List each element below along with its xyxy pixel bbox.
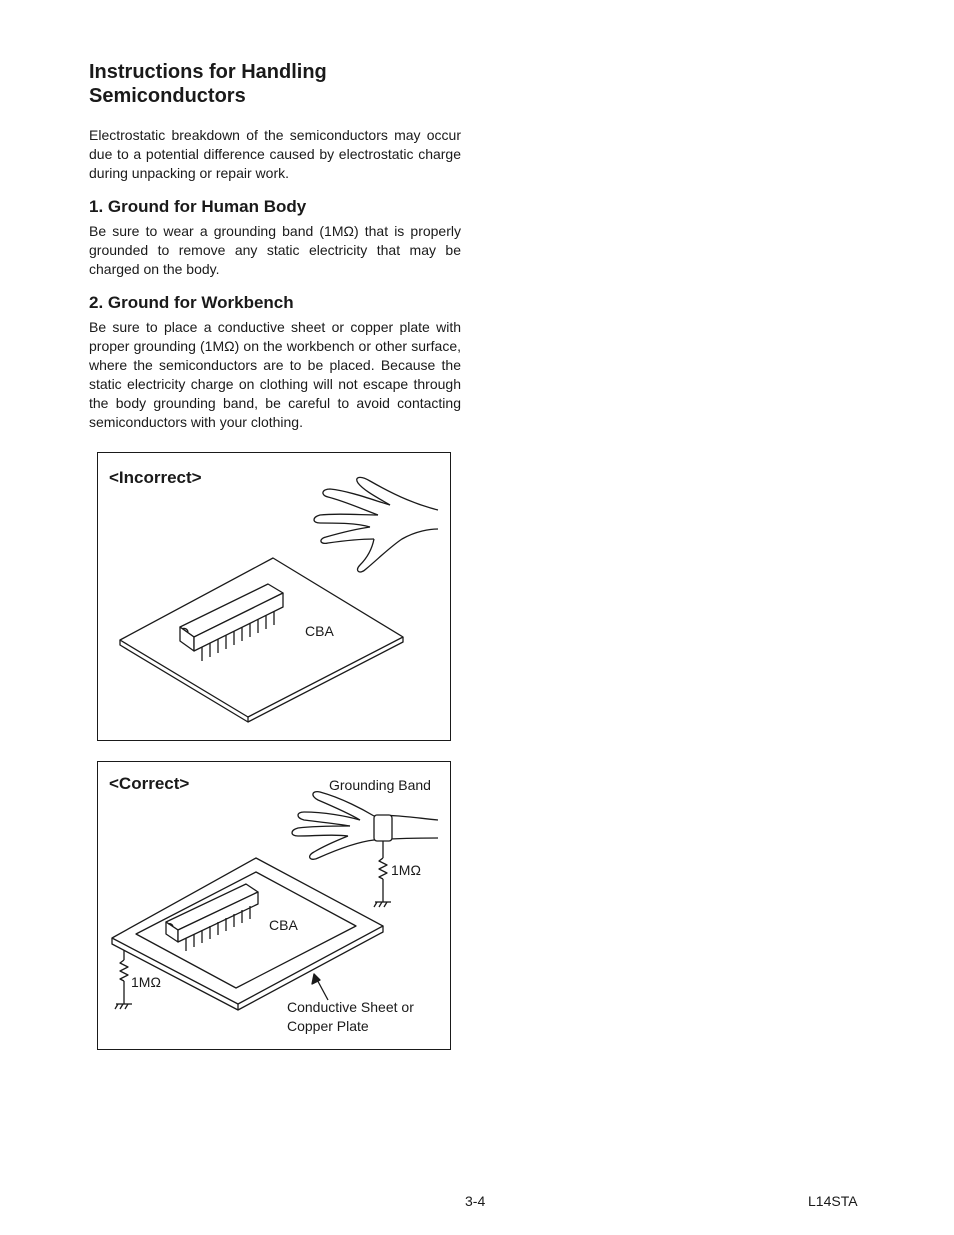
section-body-workbench: Be sure to place a conductive sheet or copper plate with proper grounding (1MΩ) on the workbench or other surface, where the semiconductors are to be placed. Because the static electricity charge on clothing will not escape through the body grounding band, be careful to avoid contacting semiconductors with your clothing. xyxy=(89,319,461,430)
section-heading-workbench: 2. Ground for Workbench xyxy=(89,293,294,312)
incorrect-illustration xyxy=(98,453,452,742)
incorrect-figure xyxy=(97,452,451,741)
section-body-human-body: Be sure to wear a grounding band (1MΩ) that is properly grounded to remove any static electricity that may be charged on the body. xyxy=(89,223,461,277)
sheet-label-line2: Copper Plate xyxy=(287,1018,369,1034)
incorrect-figure-title: <Incorrect> xyxy=(109,468,202,487)
incorrect-cba-label: CBA xyxy=(305,623,334,639)
sheet-resistor-label: 1MΩ xyxy=(131,974,161,990)
intro-paragraph: Electrostatic breakdown of the semiconductors may occur due to a potential difference caused by electrostatic charge during unpacking or repair work. xyxy=(89,127,461,181)
band-resistor-label: 1MΩ xyxy=(391,862,421,878)
page-number: 3-4 xyxy=(465,1193,486,1209)
correct-cba-label: CBA xyxy=(269,917,298,933)
text-column xyxy=(89,60,461,432)
sheet-label-line1: Conductive Sheet or xyxy=(287,999,414,1015)
grounding-band-label: Grounding Band xyxy=(329,777,431,793)
model-number: L14STA xyxy=(808,1193,858,1209)
correct-figure xyxy=(97,761,451,1050)
section-heading-human-body: 1. Ground for Human Body xyxy=(89,197,307,216)
page-title: Instructions for Handling Semiconductors xyxy=(89,61,327,107)
correct-figure-title: <Correct> xyxy=(109,774,190,793)
